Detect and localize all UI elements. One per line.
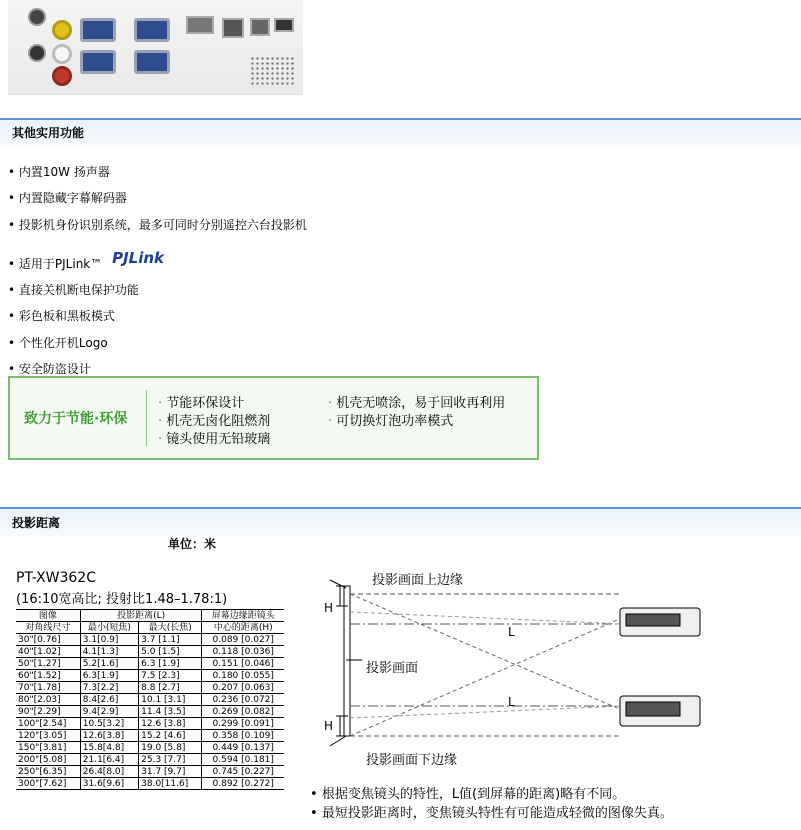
table-body (16, 634, 284, 790)
feature-text: 个性化开机Logo (18, 336, 108, 350)
eco-item: · 可切换灯泡功率模式 (328, 414, 454, 429)
pjlink-logo-icon: PJLink (112, 249, 165, 267)
table-cell: 4.1[1.3] (80, 646, 138, 658)
table-cell: 25.3 [7.7] (139, 754, 202, 766)
vent-grille-icon (250, 56, 296, 86)
table-cell: 5.2[1.6] (80, 658, 138, 670)
table-cell: 6.3 [1.9] (139, 658, 202, 670)
note-text: 最短投影距离时，变焦镜头特性有可能造成轻微的图像失真。 (321, 806, 673, 821)
section-title-features: 其他实用功能 (12, 126, 85, 140)
table-cell: 80"[2.03] (16, 694, 80, 706)
audio-jack-icon (28, 8, 46, 26)
eco-item: · 节能环保设计 (158, 396, 245, 411)
table-cell: 31.7 [9.7] (139, 766, 202, 778)
throw-distance-table (16, 609, 284, 790)
table-cell: 70"[1.78] (16, 682, 80, 694)
table-row (16, 754, 284, 766)
bottom-edge-label: 投影画面下边缘 (366, 753, 458, 768)
usb-port-icon (274, 18, 294, 32)
table-row (16, 706, 284, 718)
table-cell: 250"[6.35] (16, 766, 80, 778)
table-cell: 38.0[11.6] (139, 778, 202, 790)
rca-white-jack-icon (52, 44, 72, 64)
table-row (16, 694, 284, 706)
table-cell: 0.151 [0.046] (202, 658, 284, 670)
table-cell: 300"[7.62] (16, 778, 80, 790)
screen-label: 投影画面 (366, 661, 419, 676)
table-cell: 120"[3.05] (16, 730, 80, 742)
table-cell: 7.3[2.2] (80, 682, 138, 694)
audio-jack-icon (28, 44, 46, 62)
table-cell: 90"[2.29] (16, 706, 80, 718)
table-cell: 15.2 [4.6] (139, 730, 202, 742)
feature-text: 彩色板和黑板模式 (18, 309, 115, 323)
table-row (16, 742, 284, 754)
table-cell: 3.7 [1.1] (139, 634, 202, 646)
eco-item-text: 机壳无喷涂，易于回收再利用 (336, 396, 506, 411)
projector-rear-panel-image (8, 0, 303, 95)
table-cell: 8.8 [2.7] (139, 682, 202, 694)
eco-item: · 镜头使用无铅玻璃 (158, 432, 271, 447)
table-cell: 0.745 [0.227] (202, 766, 284, 778)
table-header: 屏幕边缘距镜头 (202, 610, 284, 622)
eco-item-text: 节能环保设计 (166, 396, 245, 411)
table-header: 最小(短焦) (80, 622, 138, 634)
table-cell: 200"[5.08] (16, 754, 80, 766)
eco-item: · 机壳无喷涂，易于回收再利用 (328, 396, 506, 411)
table-cell: 0.594 [0.181] (202, 754, 284, 766)
feature-text: 内置10W 扬声器 (18, 165, 110, 179)
table-cell: 0.358 [0.109] (202, 730, 284, 742)
eco-item: · 机壳无卤化阻燃剂 (158, 414, 271, 429)
note-item: • 根据变焦镜头的特性，L值(到屏幕的距离)略有不同。 (310, 787, 626, 802)
table-cell: 12.6 [3.8] (139, 718, 202, 730)
table-header: 对角线尺寸 (16, 622, 80, 634)
table-row (16, 766, 284, 778)
feature-text: 适用于PJLink™ (18, 257, 103, 271)
eco-banner (8, 376, 539, 460)
feature-item: • 投影机身份识别系统，最多可同时分别遥控六台投影机 (8, 218, 307, 232)
model-spec: (16:10宽高比; 投射比1.48–1.78:1) (16, 592, 228, 607)
vga-port-icon (80, 18, 116, 42)
feature-text: 直接关机断电保护功能 (18, 283, 139, 297)
eco-item-text: 镜头使用无铅玻璃 (166, 432, 271, 447)
eco-item-text: 机壳无卤化阻燃剂 (166, 414, 271, 429)
table-cell: 60"[1.52] (16, 670, 80, 682)
table-cell: 26.4[8.0] (80, 766, 138, 778)
table-cell: 0.299 [0.091] (202, 718, 284, 730)
table-cell: 19.0 [5.8] (139, 742, 202, 754)
table-cell: 10.1 [3.1] (139, 694, 202, 706)
table-cell: 100"[2.54] (16, 718, 80, 730)
screen-shape (344, 586, 350, 736)
top-edge-label: 投影画面上边缘 (372, 573, 464, 588)
feature-item: • 适用于PJLink™ PJLink (8, 249, 165, 271)
rca-red-jack-icon (52, 66, 72, 86)
table-row (16, 658, 284, 670)
table-cell: 0.449 [0.137] (202, 742, 284, 754)
table-header: 中心的距离(H) (202, 622, 284, 634)
table-row (16, 634, 284, 646)
table-cell: 8.4[2.6] (80, 694, 138, 706)
note-text: 根据变焦镜头的特性，L值(到屏幕的距离)略有不同。 (321, 787, 626, 802)
feature-item: • 个性化开机Logo (8, 336, 108, 350)
l-label-top: L (508, 625, 515, 639)
unit-label: 单位：米 (168, 537, 217, 551)
table-cell: 10.5[3.2] (80, 718, 138, 730)
feature-item: • 安全防盗设计 (8, 362, 91, 376)
table-cell: 30"[0.76] (16, 634, 80, 646)
table-cell: 15.8[4.8] (80, 742, 138, 754)
feature-text: 安全防盗设计 (18, 362, 91, 376)
feature-item: • 直接关机断电保护功能 (8, 283, 139, 297)
table-cell: 21.1[6.4] (80, 754, 138, 766)
section-bar-features (0, 118, 801, 147)
feature-text: 投影机身份识别系统，最多可同时分别遥控六台投影机 (18, 218, 307, 232)
table-cell: 5.0 [1.5] (139, 646, 202, 658)
note-item: • 最短投影距离时，变焦镜头特性有可能造成轻微的图像失真。 (310, 806, 673, 821)
table-cell: 0.180 [0.055] (202, 670, 284, 682)
table-cell: 0.118 [0.036] (202, 646, 284, 658)
feature-text: 内置隐藏字幕解码器 (18, 191, 127, 205)
section-title-distance: 投影距离 (12, 516, 61, 530)
feature-item: • 彩色板和黑板模式 (8, 309, 115, 323)
eco-divider (146, 390, 147, 446)
vga-port-icon (134, 18, 170, 42)
table-row (16, 682, 284, 694)
usb-port-icon (186, 16, 214, 34)
section-bar-distance (0, 507, 801, 536)
table-cell: 0.089 [0.027] (202, 634, 284, 646)
table-cell: 9.4[2.9] (80, 706, 138, 718)
feature-item: • 内置10W 扬声器 (8, 165, 110, 179)
serial-port-icon (250, 18, 270, 36)
table-cell: 50"[1.27] (16, 658, 80, 670)
table-row (16, 730, 284, 742)
table-cell: 31.6[9.6] (80, 778, 138, 790)
table-cell: 0.892 [0.272] (202, 778, 284, 790)
table-cell: 0.207 [0.063] (202, 682, 284, 694)
eco-item-text: 可切换灯泡功率模式 (336, 414, 454, 429)
table-cell: 150"[3.81] (16, 742, 80, 754)
table-cell: 7.5 [2.3] (139, 670, 202, 682)
table-cell: 3.1[0.9] (80, 634, 138, 646)
h-label-top: H (324, 601, 334, 615)
table-cell: 12.6[3.8] (80, 730, 138, 742)
rca-yellow-jack-icon (52, 20, 72, 40)
table-header: 投影距离(L) (80, 610, 202, 622)
table-cell: 40"[1.02] (16, 646, 80, 658)
feature-item: • 内置隐藏字幕解码器 (8, 191, 127, 205)
table-cell: 11.4 [3.5] (139, 706, 202, 718)
h-label-bottom: H (324, 719, 334, 733)
table-cell: 0.269 [0.082] (202, 706, 284, 718)
model-name: PT-XW362C (16, 570, 96, 586)
table-row (16, 778, 284, 790)
table-row (16, 718, 284, 730)
lan-port-icon (222, 18, 244, 38)
l-label-bottom: L (508, 695, 515, 709)
table-cell: 6.3[1.9] (80, 670, 138, 682)
table-row (16, 670, 284, 682)
table-row (16, 646, 284, 658)
table-header: 最大(长焦) (139, 622, 202, 634)
vga-port-icon (134, 50, 170, 74)
eco-label: 致力于节能·环保 (24, 411, 128, 427)
table-header: 图像 (16, 610, 80, 622)
vga-port-icon (80, 50, 116, 74)
projection-diagram (300, 560, 730, 770)
table-cell: 0.236 [0.072] (202, 694, 284, 706)
